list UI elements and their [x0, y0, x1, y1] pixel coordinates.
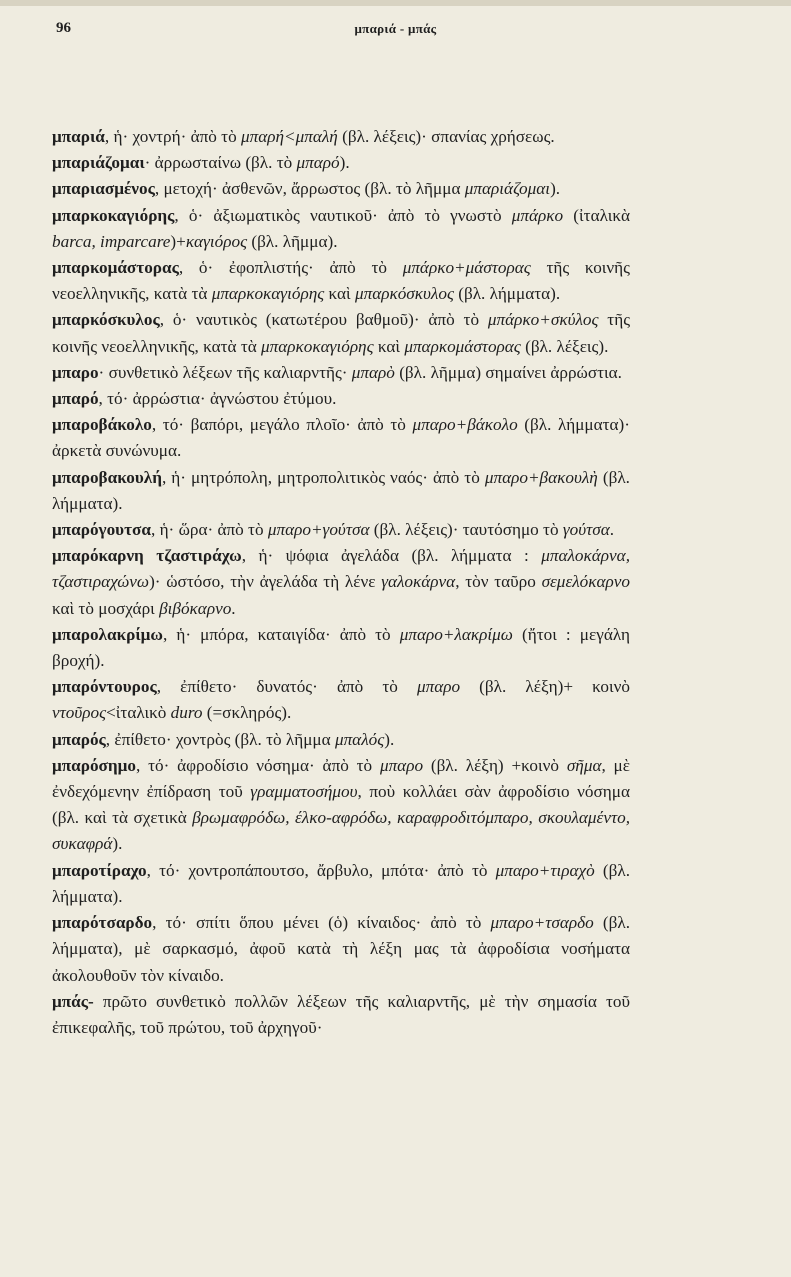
- running-head: μπαριά - μπάς: [354, 21, 437, 36]
- entry-headword: μπαρο: [52, 362, 99, 382]
- entry-italic-term: μπαρκοκαγιόρης: [261, 336, 374, 356]
- entry-headword: μπάς-: [52, 991, 94, 1011]
- entry-text: ).: [550, 179, 561, 199]
- entry-headword: μπαριάζομαι: [52, 153, 145, 173]
- entry-text: τῆς κοινῆς νεοελληνικῆς, κατὰ τὰ: [52, 310, 631, 356]
- entry-text: , μετοχή· ἀσθενῶν, ἄρρωστος (βλ. τὸ λῆμμα: [154, 179, 465, 199]
- entry-text: · συνθετικὸ λέξεων τῆς καλιαρντῆς·: [98, 362, 352, 382]
- entry-headword: μπαρόκαρνη τζαστιράχω: [52, 546, 242, 566]
- entry-text: , ὁ· ναυτικὸς (κατωτέρου βαθμοῦ)· ἀπὸ τὸ: [159, 310, 488, 330]
- entry-text: (βλ. λήμματα).: [453, 284, 561, 304]
- entry-italic-term: μπαρο+γούτσα: [267, 520, 370, 540]
- entry-text: )+: [170, 231, 186, 251]
- dictionary-entry: [52, 360, 630, 386]
- page-header: [0, 18, 791, 42]
- entry-italic-term: μπαρο: [379, 755, 424, 775]
- entry-italic-term: γαλοκάρνα: [381, 572, 456, 592]
- dictionary-entry: [52, 858, 630, 910]
- entry-headword: μπαρολακρίμω: [52, 624, 163, 644]
- entry-text: (βλ. λέξεις)· ταυτόσημο τὸ: [369, 520, 563, 540]
- entry-italic-term: μπαρο+τσαρδο: [490, 913, 594, 933]
- dictionary-entry: [52, 517, 630, 543]
- entry-text: , ἡ· μπόρα, καταιγίδα· ἀπὸ τὸ: [162, 624, 400, 644]
- entry-text: , ἐπίθετο· δυνατός· ἀπὸ τὸ: [156, 677, 417, 697]
- entry-headword: μπαρόσημο: [52, 755, 136, 775]
- entry-italic-term: βιβόκαρνο: [159, 598, 232, 618]
- entry-italic-term: μπαρὸ: [351, 362, 395, 382]
- entry-text: καὶ τὸ μοσχάρι: [52, 598, 160, 618]
- entry-headword: μπαροβακουλή: [52, 467, 162, 487]
- entry-italic-term: σεμελόκαρνο: [541, 572, 630, 592]
- entry-italic-term: μπαρκοκαγιόρης: [211, 284, 325, 304]
- dictionary-entry: [52, 989, 630, 1041]
- dictionary-entry: [52, 622, 630, 674]
- entry-text: (βλ. λέξη)+ κοινὸ: [460, 677, 630, 697]
- entry-text: , τό· ἀφροδίσιο νόσημα· ἀπὸ τὸ: [136, 755, 380, 775]
- entry-text: .: [231, 598, 236, 618]
- dictionary-entries: [52, 124, 630, 1041]
- entry-text: .: [609, 520, 615, 540]
- entry-text: , ὁ· ἐφοπλιστής· ἀπὸ τὸ: [178, 258, 403, 278]
- entry-headword: μπαρκομάστορας: [52, 258, 179, 278]
- entry-italic-term: ντοῦρος: [52, 703, 107, 723]
- entry-text: , ποὺ κολλάει σὰν ἀφροδίσιο νόσημα (βλ. καὶ τὰ σχετικὰ: [52, 782, 630, 828]
- dictionary-entry: [52, 203, 630, 255]
- dictionary-entry: [52, 910, 630, 989]
- entry-text: , ἡ· χοντρή· ἀπὸ τὸ: [104, 127, 241, 146]
- entry-text: , τό· ἀρρώστια· ἀγνώστου ἐτύμου.: [98, 389, 337, 409]
- entry-italic-term: γούτσα: [562, 520, 610, 540]
- entry-text: καὶ: [373, 336, 405, 356]
- dictionary-entry: [52, 412, 630, 464]
- entry-italic-term: γραμματοσήμου: [250, 782, 358, 802]
- entry-italic-term: μπάρκο+μάστορας: [402, 258, 531, 278]
- dictionary-entry: [52, 465, 630, 517]
- entry-text: , τὸν ταῦρο: [455, 572, 542, 592]
- entry-headword: μπαρό: [52, 389, 99, 409]
- entry-italic-term: μπαρο+τιραχὸ: [495, 860, 595, 880]
- entry-text: , μὲ ἐνδεχόμενην ἐπίδραση τοῦ: [52, 755, 630, 802]
- dictionary-entry: [52, 674, 630, 726]
- entry-text: (βλ. λέξεις).: [520, 336, 609, 356]
- entry-text: ).: [384, 729, 395, 749]
- entry-text: (ἰταλικὰ: [563, 205, 630, 225]
- dictionary-entry: [52, 753, 630, 858]
- top-edge-line: [0, 0, 791, 6]
- entry-text: τῆς κοινῆς νεοελληνικῆς, κατὰ τὰ: [52, 258, 630, 304]
- dictionary-entry: [52, 307, 630, 359]
- dictionary-entry: [52, 124, 630, 150]
- entry-headword: μπαρόγουτσα: [52, 520, 151, 540]
- entry-text: (ἤτοι : μεγάλη βροχή).: [52, 624, 630, 671]
- entry-text: (βλ. λήμματα).: [52, 467, 630, 513]
- entry-headword: μπαρότσαρδο: [52, 913, 153, 933]
- entry-italic-term: μπαλοκάρνα, τζαστιραχώνω: [52, 546, 630, 592]
- entry-italic-term: μπαρή<μπαλή: [240, 127, 338, 146]
- entry-italic-term: καγιόρος: [185, 231, 248, 251]
- entry-text: πρῶτο συνθετικὸ πολλῶν λέξεων τῆς καλιαρντῆς, μὲ τὴν σημασία τοῦ ἐπικεφαλῆς, τοῦ πρώτου, τοῦ ἀρχηγοῦ·: [52, 991, 630, 1037]
- entry-headword: μπαριασμένος: [52, 179, 155, 199]
- entry-text: (=σκληρός).: [202, 703, 292, 723]
- entry-italic-term: μπαρο: [416, 677, 461, 697]
- entry-text: , ἡ· ὥρα· ἀπὸ τὸ: [150, 520, 268, 540]
- entry-text: (βλ. λῆμμα) σημαίνει ἀρρώστια.: [394, 362, 622, 382]
- entry-italic-term: μπάρκο+σκύλος: [487, 310, 599, 330]
- entry-italic-term: σῆμα: [566, 755, 602, 775]
- entry-italic-term: μπάρκο: [511, 205, 564, 225]
- entry-italic-term: duro: [170, 703, 203, 723]
- entry-text: (βλ. λήμματα), μὲ σαρκασμό, ἀφοῦ κατὰ τὴ λέξη μας τὰ ἀφροδίσια νοσήματα ἀκολουθοῦν τὸν κίναιδο.: [52, 913, 630, 985]
- dictionary-entry: [52, 150, 630, 176]
- entry-text: ).: [339, 153, 350, 173]
- entry-italic-term: barca, imparcare: [52, 231, 171, 251]
- entry-italic-term: μπαλός: [334, 729, 385, 749]
- entry-text: <ἰταλικὸ: [106, 703, 171, 723]
- entry-text: , τό· σπίτι ὅπου μένει (ὁ) κίναιδος· ἀπὸ τὸ: [152, 913, 491, 933]
- entry-text: , τό· βαπόρι, μεγάλο πλοῖο· ἀπὸ τὸ: [151, 415, 413, 435]
- entry-text: (βλ. λήμματα)· ἀρκετὰ συνώνυμα.: [52, 415, 630, 461]
- entry-italic-term: μπαριάζομαι: [464, 179, 551, 199]
- entry-text: (βλ. λέξη) +κοινὸ: [423, 755, 567, 775]
- dictionary-entry: [52, 255, 630, 307]
- entry-headword: μπαροβάκολο: [52, 415, 152, 435]
- entry-text: · ἀρρωσταίνω (βλ. τὸ: [144, 153, 297, 173]
- entry-italic-term: βρωμαφρόδω, έλκο-αφρόδω, καραφροδιτόμπαρο, σκουλαμέντο, συκαφρά: [52, 808, 630, 854]
- entry-text: , τό· χοντροπάπουτσο, ἄρβυλο, μπότα· ἀπὸ τὸ: [146, 860, 496, 880]
- entry-text: (βλ. λήμματα).: [52, 860, 630, 906]
- entry-headword: μπαριά: [52, 127, 105, 146]
- entry-text: (βλ. λῆμμα).: [247, 231, 338, 251]
- dictionary-entry: [52, 176, 630, 202]
- entry-text: , ἡ· ψόφια ἀγελάδα (βλ. λήμματα :: [241, 546, 542, 566]
- entry-text: καὶ: [324, 284, 355, 304]
- entry-headword: μπαρόντουρος: [52, 677, 157, 697]
- entry-headword: μπαρκόσκυλος: [52, 310, 160, 330]
- entry-italic-term: μπαρο+λακρίμω: [399, 624, 513, 644]
- page-number: 96: [56, 20, 71, 36]
- dictionary-entry: [52, 727, 630, 753]
- entry-italic-term: μπαρο+βακουλὴ: [484, 467, 598, 487]
- entry-text: (βλ. λέξεις)· σπανίας χρήσεως.: [337, 127, 555, 146]
- dictionary-entry: [52, 543, 630, 622]
- entry-italic-term: μπαρκομάστορας: [404, 336, 521, 356]
- entry-text: , ἐπίθετο· χοντρὸς (βλ. τὸ λῆμμα: [105, 729, 335, 749]
- entry-italic-term: μπαρκόσκυλος: [354, 284, 454, 304]
- entry-headword: μπαρκοκαγιόρης: [52, 205, 175, 225]
- entry-text: , ἡ· μητρόπολη, μητροπολιτικὸς ναός· ἀπὸ τὸ: [161, 467, 485, 487]
- entry-italic-term: μπαρο+βάκολο: [412, 415, 518, 435]
- entry-italic-term: μπαρό: [296, 153, 340, 173]
- dictionary-entry: [52, 386, 630, 412]
- entry-text: )· ὡστόσο, τὴν ἀγελάδα τὴ λένε: [149, 572, 382, 592]
- entry-headword: μπαροτίραχο: [52, 860, 147, 880]
- entry-headword: μπαρός: [52, 729, 106, 749]
- entry-text: , ὁ· ἀξιωματικὸς ναυτικοῦ· ἀπὸ τὸ γνωστὸ: [174, 205, 512, 225]
- entry-text: ).: [112, 834, 123, 854]
